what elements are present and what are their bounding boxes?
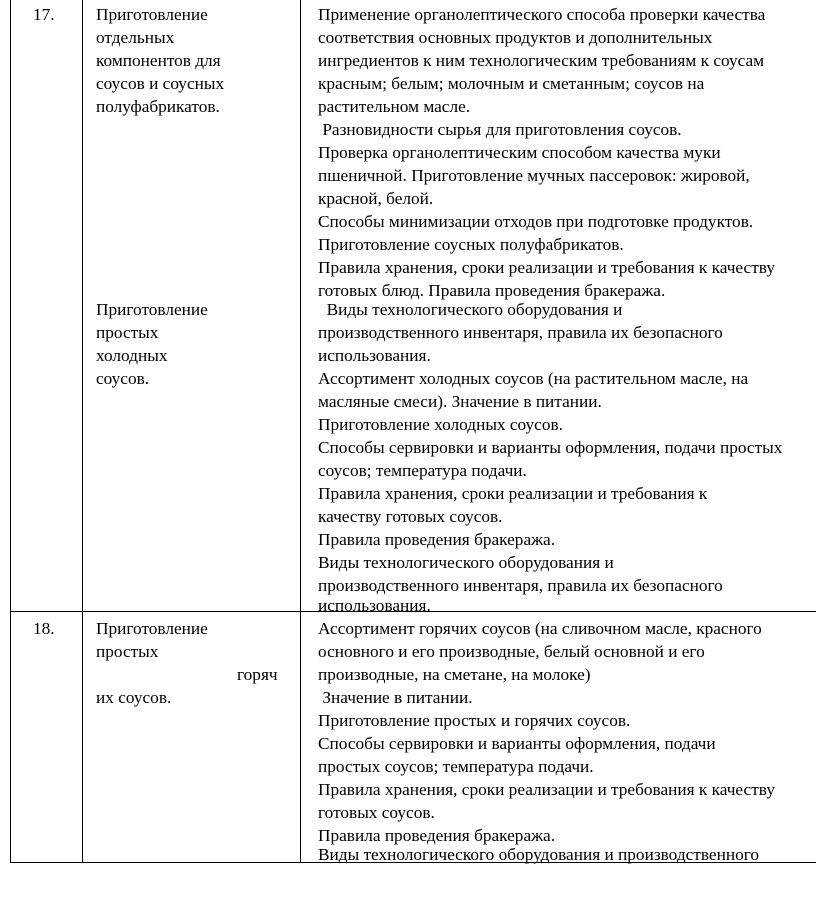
topic-line: Приготовление — [96, 5, 208, 24]
content-line: Правила хранения, сроки реализации и требования к — [318, 484, 708, 503]
content-line: красной, белой. — [318, 189, 434, 208]
table-column-divider-2 — [300, 0, 301, 862]
content-line: использования. — [318, 346, 431, 365]
content-line: растительном масле. — [318, 97, 471, 116]
content-line: Разновидности сырья для приготовления соусов. — [318, 120, 682, 139]
content-line: масляные смеси). Значение в питании. — [318, 392, 602, 411]
topic-line: полуфабрикатов. — [96, 97, 220, 116]
topic-line: Приготовление — [96, 300, 208, 319]
topic-line: их соусов. — [96, 688, 172, 707]
topic-line: Приготовление — [96, 619, 208, 638]
content-line: Способы минимизации отходов при подготовке продуктов. — [318, 212, 754, 231]
content-line: Ассортимент горячих соусов (на сливочном масле, красного — [318, 619, 762, 638]
content-line: Применение органолептического способа проверки качества — [318, 5, 766, 24]
content-line: Правила проведения бракеража. — [318, 826, 556, 845]
content-line: производственного инвентаря, правила их безопасного — [318, 323, 723, 342]
topic-line: холодных — [96, 346, 168, 365]
content-line: производные, на сметане, на молоке) — [318, 665, 591, 684]
topic-line: простых — [96, 642, 159, 661]
content-line: Приготовление соусных полуфабрикатов. — [318, 235, 624, 254]
content-line: качеству готовых соусов. — [318, 507, 503, 526]
content-line: Проверка органолептическим способом качества муки — [318, 143, 721, 162]
content-line: Ассортимент холодных соусов (на растительном масле, на — [318, 369, 749, 388]
content-line: Значение в питании. — [318, 688, 473, 707]
content-line: Правила проведения бракеража. — [318, 530, 556, 549]
content-line: красным; белым; молочным и сметанным; соусов на — [318, 74, 705, 93]
topic-line: соусов. — [96, 369, 150, 388]
content-line: Приготовление простых и горячих соусов. — [318, 711, 631, 730]
content-line: Правила хранения, сроки реализации и требования к качеству — [318, 258, 775, 277]
topic-line: простых — [96, 323, 159, 342]
content-line: Способы сервировки и варианты оформления, подачи простых — [318, 438, 783, 457]
topic-line: компонентов для — [96, 51, 221, 70]
content-line: ингредиентов к ним технологическим требованиям к соусам — [318, 51, 765, 70]
topic-line: отдельных — [96, 28, 175, 47]
topic-line: горяч — [237, 665, 278, 684]
content-line: Виды технологического оборудования и — [318, 553, 614, 572]
content-line: Виды технологического оборудования и — [318, 300, 623, 319]
content-line: Способы сервировки и варианты оформления, подачи — [318, 734, 716, 753]
content-line: Приготовление холодных соусов. — [318, 415, 563, 434]
row-number: 18. — [33, 619, 55, 638]
table-column-divider-1 — [82, 0, 83, 862]
topic-line: соусов и соусных — [96, 74, 225, 93]
content-line: соответствия основных продуктов и дополнительных — [318, 28, 713, 47]
content-line: простых соусов; температура подачи. — [318, 757, 594, 776]
content-line: использования. — [318, 596, 431, 615]
content-line: соусов; температура подачи. — [318, 461, 527, 480]
content-line: Правила хранения, сроки реализации и требования к качеству — [318, 780, 775, 799]
row-number: 17. — [33, 5, 55, 24]
table-left-border — [10, 0, 11, 862]
content-line: готовых блюд. Правила проведения бракеража. — [318, 281, 666, 300]
content-line: производственного инвентаря, правила их безопасного — [318, 576, 723, 595]
content-line: основного и его производные, белый основной и его — [318, 642, 705, 661]
content-line: готовых соусов. — [318, 803, 435, 822]
content-line: пшеничной. Приготовление мучных пассеровок: жировой, — [318, 166, 750, 185]
content-line: Виды технологического оборудования и производственного — [318, 845, 760, 864]
